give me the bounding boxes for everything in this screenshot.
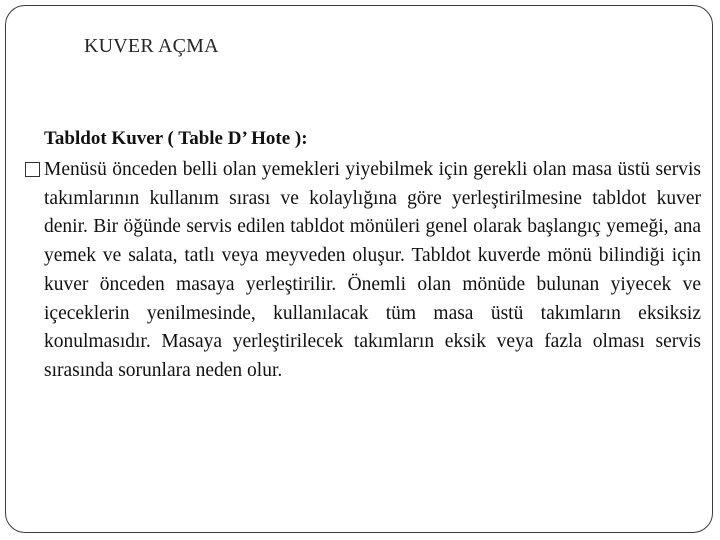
bullet-square-icon (25, 162, 40, 177)
slide-frame (5, 5, 713, 533)
section-subtitle: Tabldot Kuver ( Table D’ Hote ): (44, 128, 308, 149)
slide-title: KUVER AÇMA (84, 35, 219, 57)
body-paragraph: Menüsü önceden belli olan yemekleri yiyebilmek için gerekli olan masa üstü servis takımlarının kullanım sırası ve kolaylığına göre yerleştirilmesine tabldot kuver denir. Bir öğünde servis edilen tabldot mönüleri genel olarak başlangıç yemeği, ana yemek ve salata, tatlı veya meyveden oluşur. Tabldot kuverde mönü bilindiği için kuver önceden masaya yerleştirilir. Önemli olan mönüde bulunan yiyecek ve içeceklerin yenilmesinde, kullanılacak tüm masa üstü takımların eksiksiz konulmasıdır. Masaya yerleştirilecek takımların eksik veya fazla olması servis sırasında sorunlara neden olur. (44, 159, 701, 381)
